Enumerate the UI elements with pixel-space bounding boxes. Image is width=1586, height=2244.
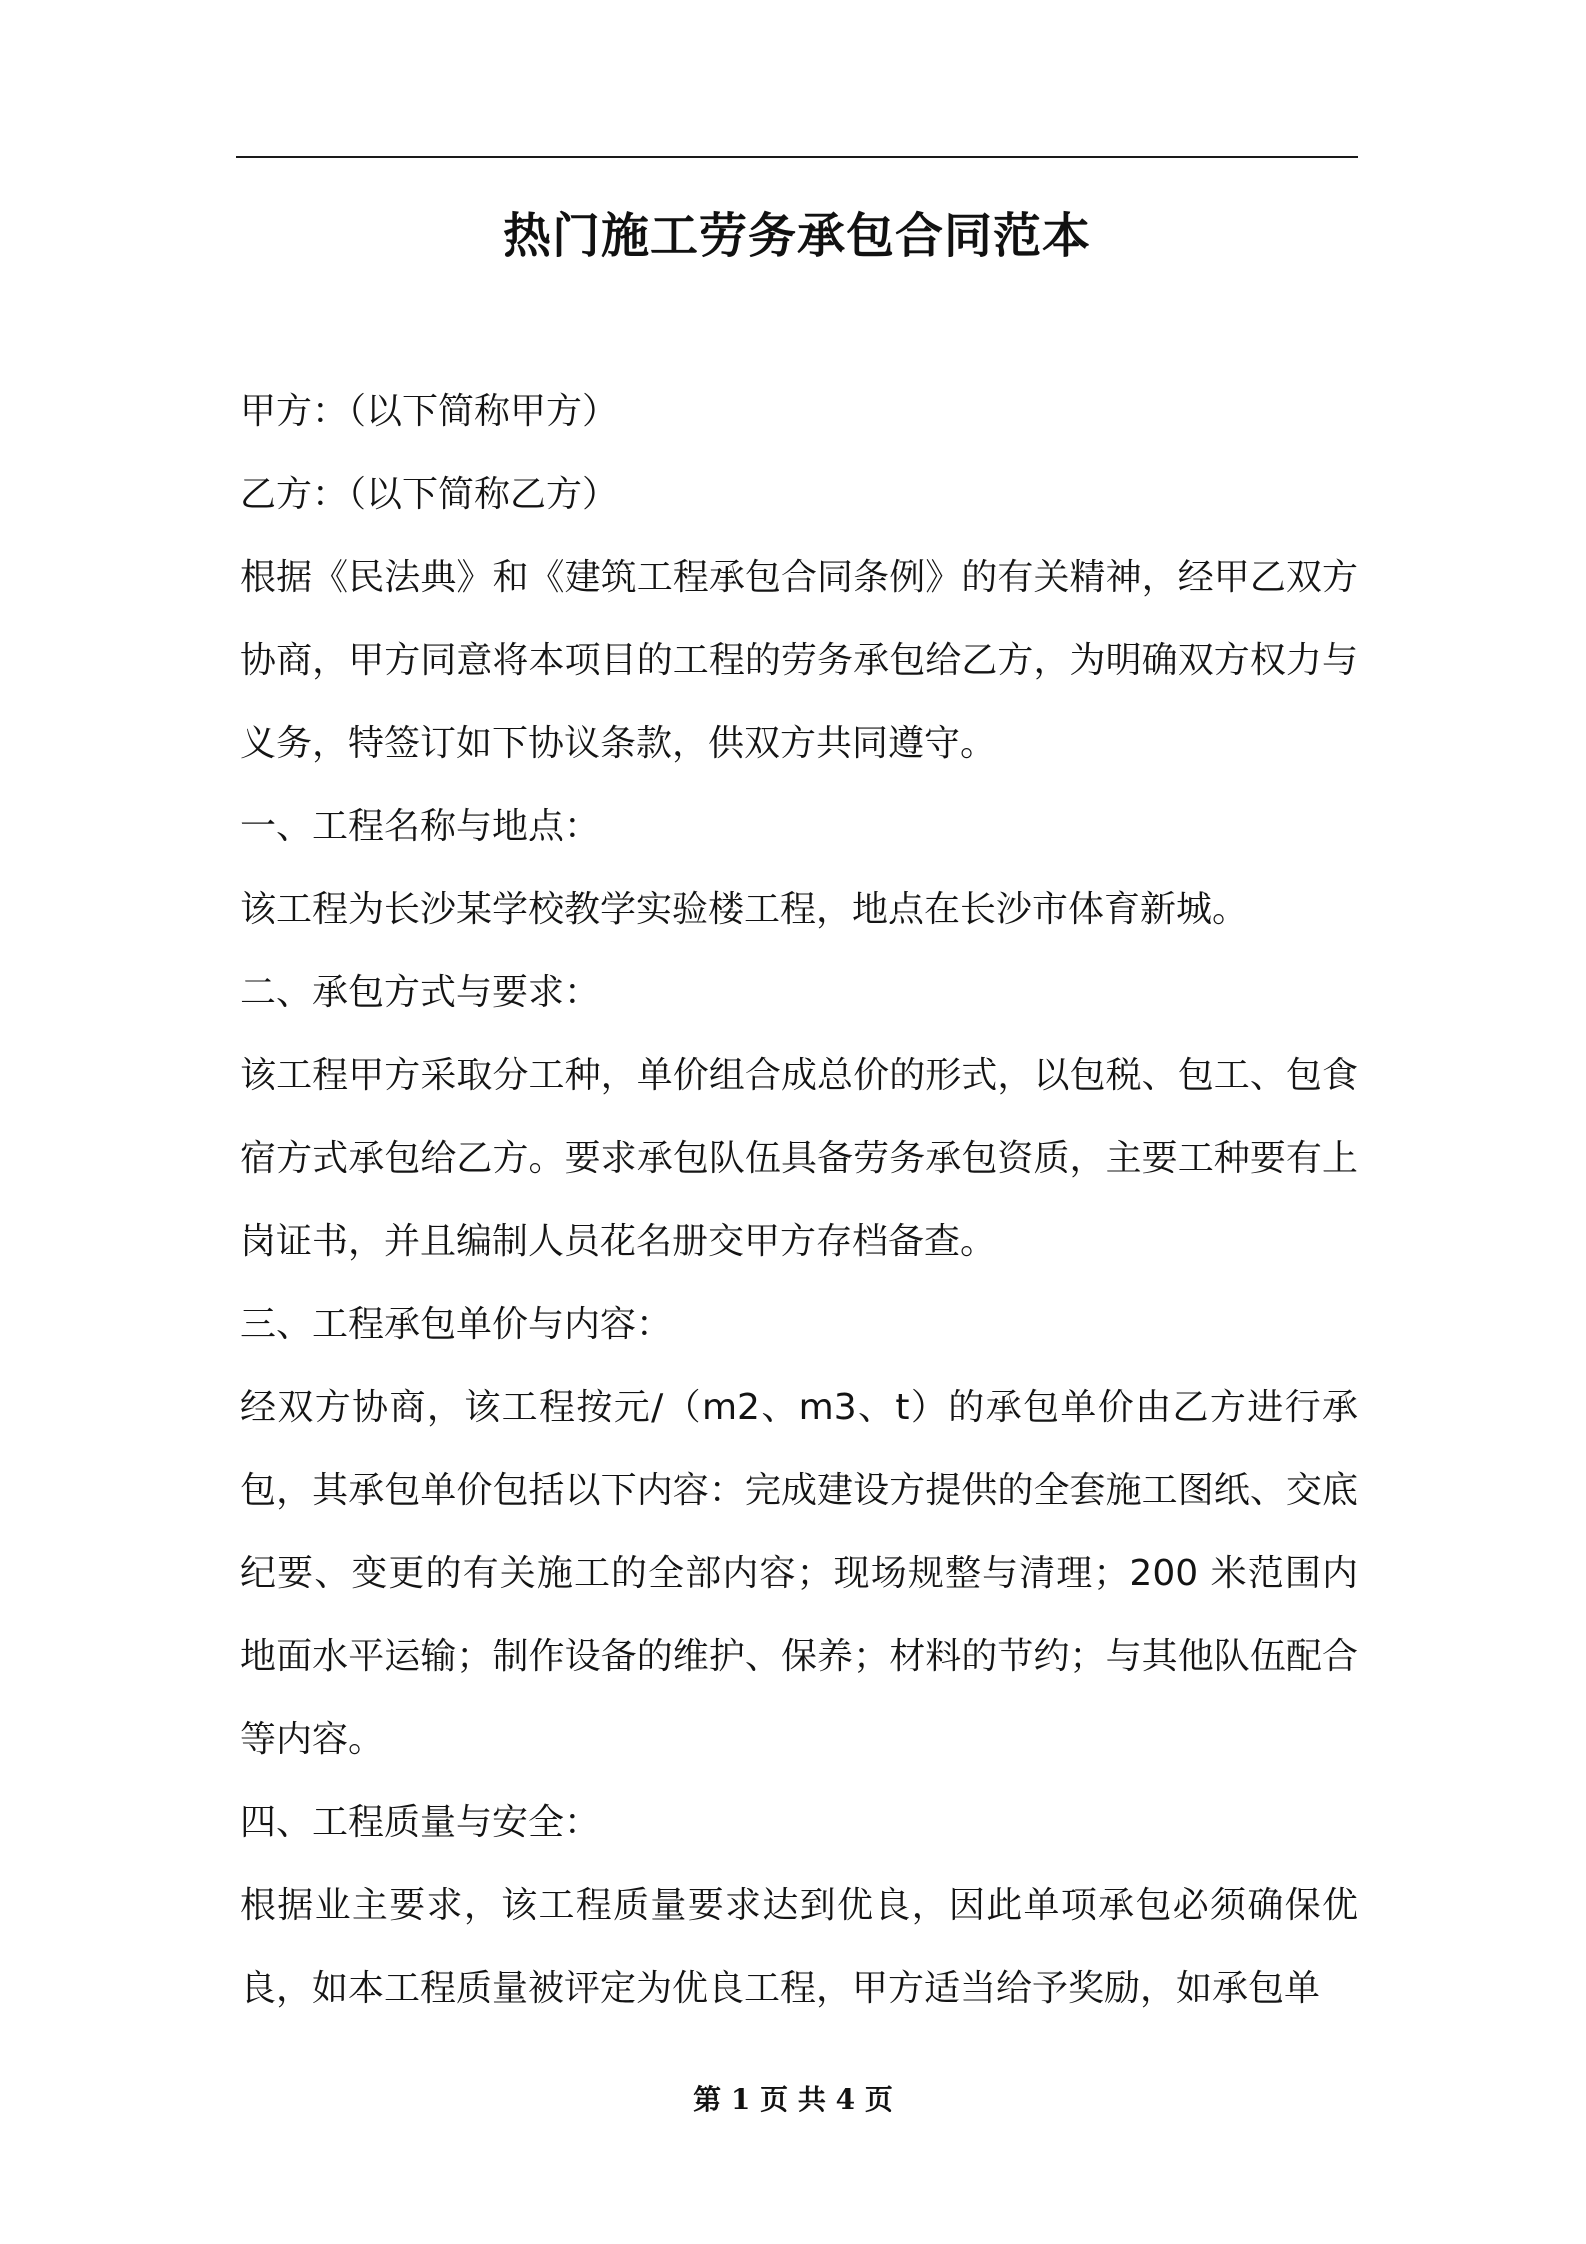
section-heading-1: 一、工程名称与地点： <box>240 806 601 847</box>
page-number-footer: 第 1 页 共 4 页 <box>693 2083 893 2116</box>
paragraph-section-4: 根据业主要求，该工程质量要求达到优良，因此单项承包必须确保优良，如本工程质量被评定为优良工程，甲方适当给予奖励，如承包单 <box>240 1885 1358 2009</box>
document-title: 热门施工劳务承包合同范本 <box>502 208 1091 264</box>
paragraph-section-3: 经双方协商，该工程按元/（m2、m3、t）的承包单价由乙方进行承包，其承包单价包括以下内容：完成建设方提供的全套施工图纸、交底纪要、变更的有关施工的全部内容；现场规整与清理；200 米范围内地面水平运输；制作设备的维护、保养；材料的节约；与其他队伍配合等内容。 <box>240 1387 1358 1760</box>
paragraph-preamble: 根据《民法典》和《建筑工程承包合同条例》的有关精神，经甲乙双方协商，甲方同意将本项目的工程的劳务承包给乙方，为明确双方权力与义务，特签订如下协议条款，供双方共同遵守。 <box>240 557 1358 764</box>
paragraph-party-b: 乙方：（以下简称乙方） <box>240 474 619 515</box>
section-heading-3: 三、工程承包单价与内容： <box>240 1304 673 1345</box>
section-heading-4: 四、工程质量与安全： <box>240 1802 601 1843</box>
header-rule <box>236 156 1358 158</box>
paragraph-section-2: 该工程甲方采取分工种，单价组合成总价的形式，以包税、包工、包食宿方式承包给乙方。要求承包队伍具备劳务承包资质，主要工种要有上岗证书，并且编制人员花名册交甲方存档备查。 <box>240 1055 1358 1262</box>
paragraph-section-1: 该工程为长沙某学校教学实验楼工程，地点在长沙市体育新城。 <box>240 889 1249 930</box>
paragraph-party-a: 甲方：（以下简称甲方） <box>240 391 619 432</box>
document-body <box>240 370 1358 2030</box>
section-heading-2: 二、承包方式与要求： <box>240 972 601 1013</box>
